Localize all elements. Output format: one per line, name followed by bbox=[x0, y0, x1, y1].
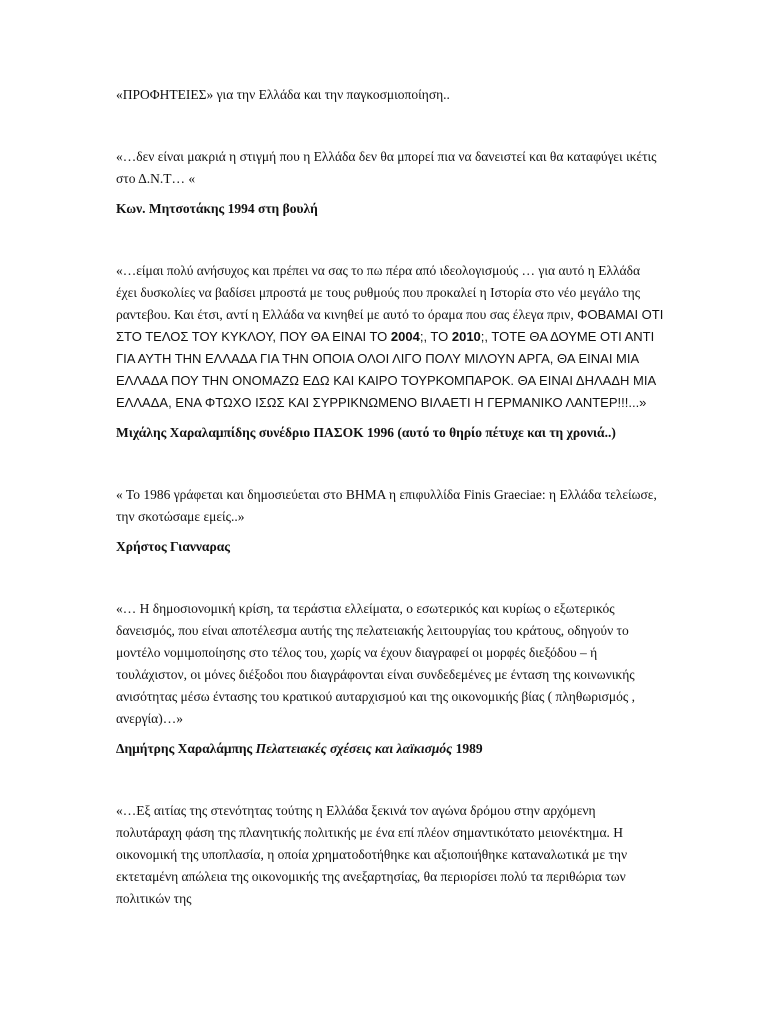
author-mitsotakis: Κων. Μητσοτάκης 1994 στη βουλή bbox=[116, 201, 318, 216]
quote-charalampidis-part-a: «…είμαι πολύ ανήσυχος και πρέπει να σας το πω πέρα από ιδεολογισμούς … για αυτό η Ελλάδα έχει δυσκολίες να βαδίσει μπροστά με τους ρυθμούς που προκαλεί η Ιστορία στο νέο μεγάλο της ραντεβου. Και έτσι, αντί η Ελλάδα να κινηθεί με αυτό το όραμα που σας έλεγα πριν, bbox=[116, 263, 641, 322]
quote-charalampidis-caps-b: ;, ΤΟ bbox=[419, 329, 452, 344]
author-charalampidis: Μιχάλης Χαραλαμπίδης συνέδριο ΠΑΣΟΚ 1996 (αυτό το θηρίο πέτυχε και τη χρονιά..) bbox=[116, 425, 616, 440]
author-giannaras: Χρήστος Γιανναρας bbox=[116, 539, 230, 554]
author-charalampis-name: Δημήτρης Χαραλάμπης bbox=[116, 741, 256, 756]
document-body bbox=[116, 84, 664, 910]
quote-charalampidis-caps-c: ;, ΤΟΤΕ ΘΑ ΔΟΥΜΕ ΟΤΙ ΑΝΤΙ ΓΙΑ ΑΥΤΗ ΤΗΝ ΕΛΛΑΔΑ ΓΙΑ ΤΗΝ ΟΠΟΙΑ ΟΛΟΙ ΛΙΓΟ ΠΟΛΥ ΜΙΛΟΥΝ ΑΡΓΑ, ΘΑ ΕΙΝΑΙ ΜΙΑ ΕΛΛΑΔΑ ΠΟΥ ΤΗΝ ΟΝΟΜΑΖΩ ΕΔΩ ΚΑΙ ΚΑΙΡΟ ΤΟΥΡΚΟΜΠΑΡΟΚ. ΘΑ ΕΙΝΑΙ ΔΗΛΑΔΗ ΜΙΑ ΕΛΛΑΔΑ, ΕΝΑ ΦΤΩΧΟ ΙΣΩΣ ΚΑΙ ΣΥΡΡΙΚΝΩΜΕΝΟ ΒΙΛΑΕΤΙ Η ΓΕΡΜΑΝΙΚΟ ΛΑΝΤΕΡ!!!...» bbox=[116, 329, 656, 410]
quote-charalampis: «… Η δημοσιονομική κρίση, τα τεράστια ελλείματα, ο εσωτερικός και κυρίως ο εξωτερικός δανεισμός, που είναι αποτέλεσμα αυτής της πελατειακής λειτουργίας του κράτους, οδηγούν το μοντέλο νομιμοποίησης στο τέλος του, χωρίς να έχουν διαγραφεί οι μορφές διεξόδου – ή τουλάχιστον, οι μόνες διέξοδοι που διαγράφονται είναι συνδεδεμένες με ένταση της κοινωνικής ανισότητας μέσω έντασης του κρατικού αυταρχισμού και της οικονομικής βίας ( πληθωρισμός , ανεργία)…» bbox=[116, 601, 635, 726]
author-charalampis-year: 1989 bbox=[452, 741, 483, 756]
year-2004: 2004 bbox=[390, 329, 420, 344]
quote-charalampidis-caps-a: ΦΟΒΑΜΑΙ ΟΤΙ ΣΤΟ ΤΕΛΟΣ ΤΟΥ ΚΥΚΛΟΥ, ΠΟΥ ΘΑ ΕΙΝΑΙ ΤΟ bbox=[116, 307, 664, 344]
year-2010: 2010 bbox=[451, 329, 481, 344]
document-title: «ΠΡΟΦΗΤΕΙΕΣ» για την Ελλάδα και την παγκοσμιοποίηση.. bbox=[116, 87, 450, 102]
quote-economic-dependence: «…Εξ αιτίας της στενότητας τούτης η Ελλάδα ξεκινά τον αγώνα δρόμου στην αρχόμενη πολυτάραχη φάση της πλανητικής πολιτικής με ένα επί πλέον σημαντικότατο μειονέκτημα. Η οικονομική της υποπλασία, η οποία χρηματοδοτήθηκε και αξιοποιήθηκε καταναλωτικά με την εκτεταμένη απώλεια της οικονομικής της ανεξαρτησίας, θα περιορίσει πολύ τα περιθώρια των πολιτικών της bbox=[116, 803, 628, 906]
author-charalampis bbox=[116, 738, 664, 760]
quote-mitsotakis: «…δεν είναι μακριά η στιγμή που η Ελλάδα δεν θα μπορεί πια να δανειστεί και θα καταφύγει ικέτις στο Δ.Ν.Τ… « bbox=[116, 149, 657, 186]
quote-giannaras: « Το 1986 γράφεται και δημοσιεύεται στο ΒΗΜΑ η επιφυλλίδα Finis Graeciae: η Ελλάδα τελείωσε, την σκοτώσαμε εμείς..» bbox=[116, 487, 657, 524]
quote-charalampidis bbox=[116, 260, 664, 414]
author-charalampis-book: Πελατειακές σχέσεις και λαϊκισμός bbox=[255, 741, 453, 756]
